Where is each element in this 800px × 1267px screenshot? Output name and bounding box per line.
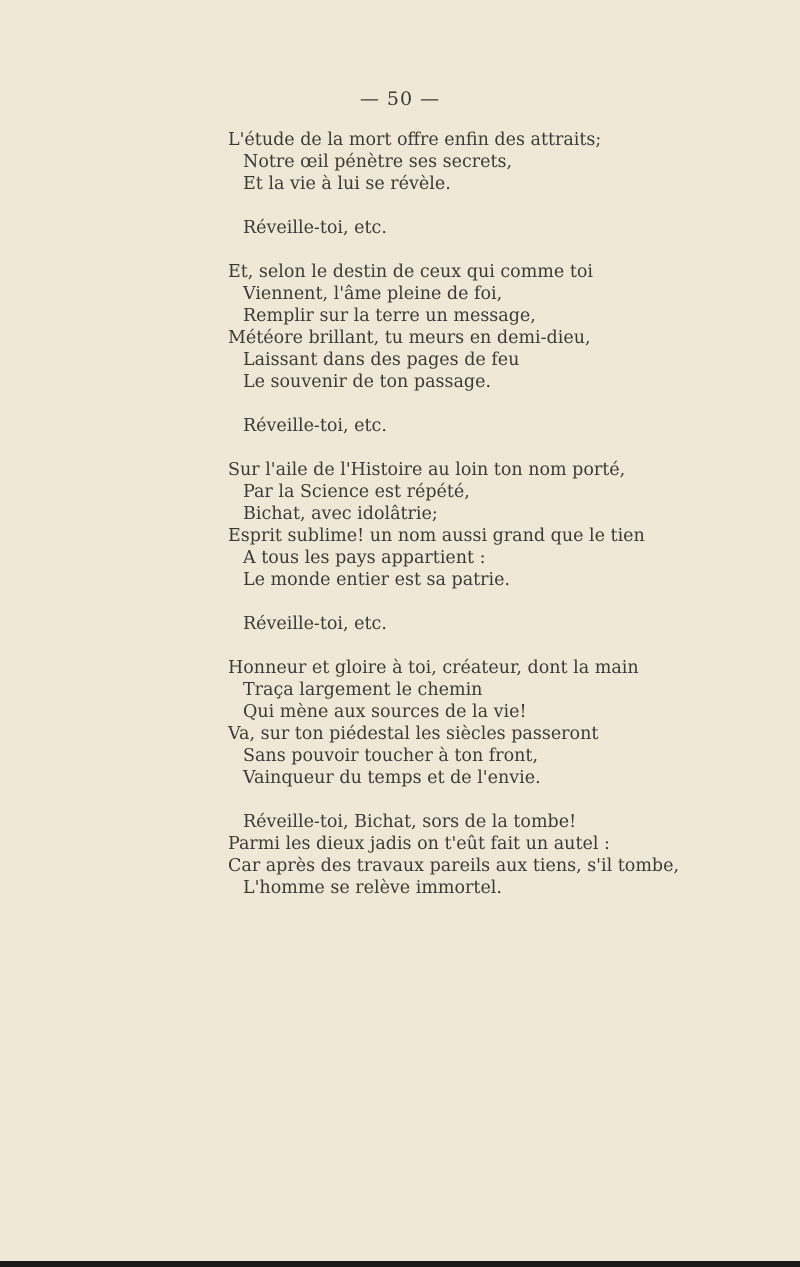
poem-line: Esprit sublime! un nom aussi grand que le tien xyxy=(228,526,645,546)
poem-line: Météore brillant, tu meurs en demi-dieu, xyxy=(228,328,591,348)
poem-line: Par la Science est répété, xyxy=(243,482,470,502)
poem-line: Laissant dans des pages de feu xyxy=(243,350,520,370)
final-refrain-line: Car après des travaux pareils aux tiens, s'il tombe, xyxy=(228,856,680,876)
poem-line: A tous les pays appartient : xyxy=(243,548,486,568)
poem-line: Vainqueur du temps et de l'envie. xyxy=(243,768,541,788)
poem-line: Sur l'aile de l'Histoire au loin ton nom porté, xyxy=(228,460,626,480)
page-number: — 50 — xyxy=(359,88,441,110)
final-refrain-line: Parmi les dieux jadis on t'eût fait un autel : xyxy=(228,834,610,854)
poem-line: Traça largement le chemin xyxy=(243,680,483,700)
poem-line: Honneur et gloire à toi, créateur, dont la main xyxy=(228,658,639,678)
final-refrain-line: L'homme se relève immortel. xyxy=(243,878,502,898)
poem-line: Qui mène aux sources de la vie! xyxy=(243,702,527,722)
page-bottom-edge xyxy=(0,1261,800,1267)
refrain-line: Réveille-toi, etc. xyxy=(243,416,387,436)
poem-line: L'étude de la mort offre enfin des attraits; xyxy=(228,130,602,150)
poem-line: Viennent, l'âme pleine de foi, xyxy=(243,284,503,304)
poem-line: Notre œil pénètre ses secrets, xyxy=(243,152,513,172)
poem-line: Va, sur ton piédestal les siècles passeront xyxy=(228,724,599,744)
poem-line: Remplir sur la terre un message, xyxy=(243,306,536,326)
final-refrain-line: Réveille-toi, Bichat, sors de la tombe! xyxy=(243,812,577,832)
refrain-line: Réveille-toi, etc. xyxy=(243,614,387,634)
poem-line: Le monde entier est sa patrie. xyxy=(243,570,511,590)
refrain-line: Réveille-toi, etc. xyxy=(243,218,387,238)
poem-line: Et la vie à lui se révèle. xyxy=(243,174,451,194)
poem-line: Sans pouvoir toucher à ton front, xyxy=(243,746,539,766)
poem-line: Le souvenir de ton passage. xyxy=(243,372,492,392)
poem-line: Bichat, avec idolâtrie; xyxy=(243,504,438,524)
poem-line: Et, selon le destin de ceux qui comme toi xyxy=(228,262,593,282)
